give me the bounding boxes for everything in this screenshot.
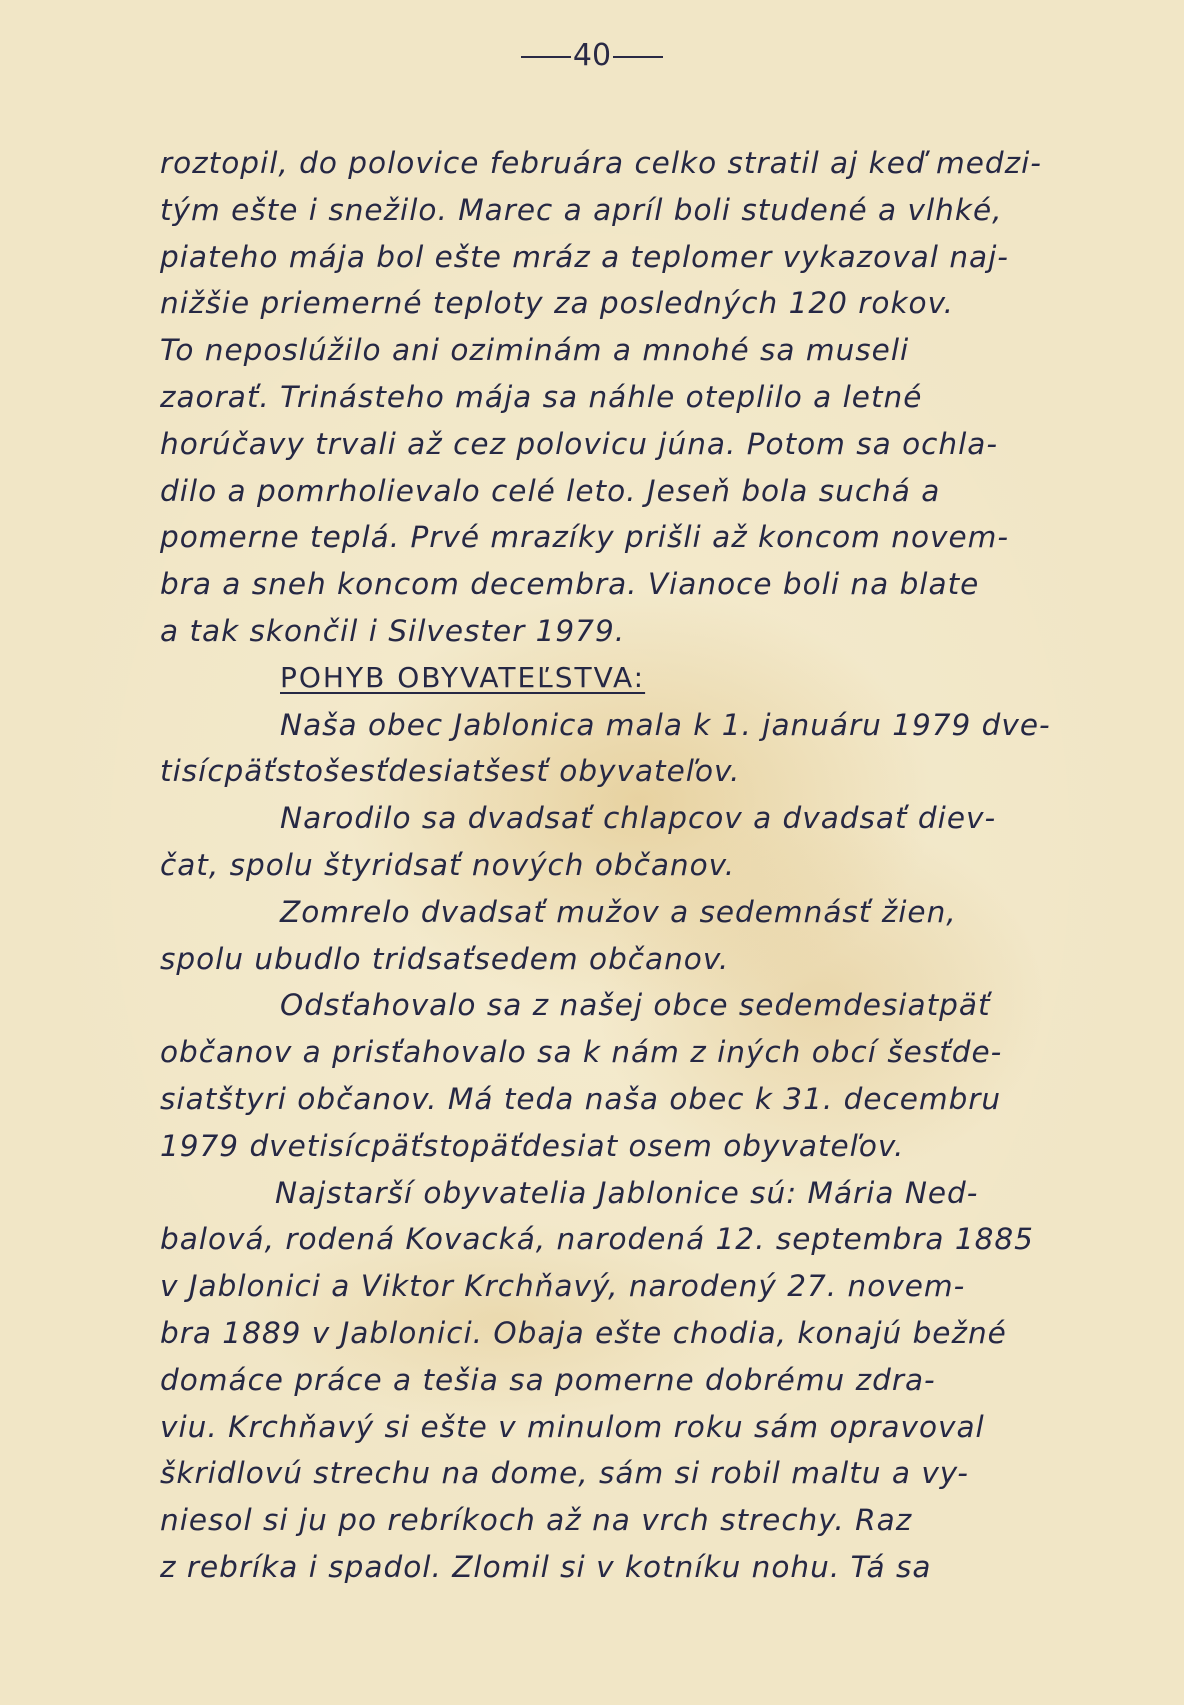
text-line: bra a sneh koncom decembra. Vianoce boli na blate — [160, 567, 980, 602]
text-line: 1979 dvetisícpäťstopäťdesiat osem obyvateľov. — [160, 1128, 905, 1163]
text-line: tisícpäťstošesťdesiatšesť obyvateľov. — [160, 754, 741, 789]
text-line: škridlovú strechu na dome, sám si robil maltu a vy- — [160, 1456, 969, 1491]
text-line: viu. Krchňavý si ešte v minulom roku sám opravoval — [160, 1409, 985, 1444]
text-line: balová, rodená Kovacká, narodená 12. septembra 1885 — [160, 1222, 1034, 1257]
text-line: dilo a pomrholievalo celé leto. Jeseň bola suchá a — [160, 473, 941, 508]
text-line: spolu ubudlo tridsaťsedem občanov. — [160, 941, 730, 976]
text-line: Zomrelo dvadsať mužov a sedemnásť žien, — [280, 894, 957, 929]
text-line: čat, spolu štyridsať nových občanov. — [160, 847, 736, 882]
section-heading: POHYB OBYVATEĽSTVA: — [280, 660, 646, 694]
text-line: To neposlúžilo ani oziminám a mnohé sa museli — [160, 333, 910, 368]
text-line: a tak skončil i Silvester 1979. — [160, 613, 626, 648]
text-line: niesol si ju po rebríkoch až na vrch strechy. Raz — [160, 1503, 913, 1538]
text-line: občanov a prisťahovalo sa k nám z iných obcí šesťde- — [160, 1035, 1003, 1070]
text-line: horúčavy trvali až cez polovicu júna. Potom sa ochla- — [160, 426, 998, 461]
text-line: siatštyri občanov. Má teda naša obec k 31. decembru — [160, 1081, 1002, 1116]
text-line: Narodilo sa dvadsať chlapcov a dvadsať diev- — [280, 801, 997, 836]
text-line: roztopil, do polovice februára celko stratil aj keď medzi- — [160, 146, 1042, 180]
page-number-dash-left — [521, 56, 571, 58]
text-line: pomerne teplá. Prvé mrazíky prišli až koncom novem- — [160, 520, 1009, 555]
handwritten-text-block — [160, 140, 1090, 1638]
text-line: Naša obec Jablonica mala k 1. januáru 1979 dve- — [280, 707, 1051, 742]
text-line: zaorať. Trinásteho mája sa náhle oteplilo a letné — [160, 379, 923, 414]
text-line: Odsťahovalo sa z našej obce sedemdesiatpäť — [280, 988, 991, 1023]
text-line: Najstarší obyvatelia Jablonice sú: Mária Ned- — [275, 1175, 979, 1210]
text-line: z rebríka i spadol. Zlomil si v kotníku nohu. Tá sa — [160, 1549, 932, 1584]
text-line: nižšie priemerné teploty za posledných 120 rokov. — [160, 286, 955, 321]
text-line — [160, 1591, 1090, 1638]
text-line: bra 1889 v Jablonici. Obaja ešte chodia, konajú bežné — [160, 1315, 1007, 1350]
page-number-dash-right — [613, 56, 663, 58]
text-line: domáce práce a tešia sa pomerne dobrému zdra- — [160, 1362, 936, 1397]
page-number: 40 — [0, 38, 1184, 73]
text-line: v Jablonici a Viktor Krchňavý, narodený 27. novem- — [160, 1269, 966, 1304]
text-line: tým ešte i snežilo. Marec a apríl boli studené a vlhké, — [160, 192, 1003, 227]
text-line: piateho mája bol ešte mráz a teplomer vykazoval naj- — [160, 239, 1009, 274]
